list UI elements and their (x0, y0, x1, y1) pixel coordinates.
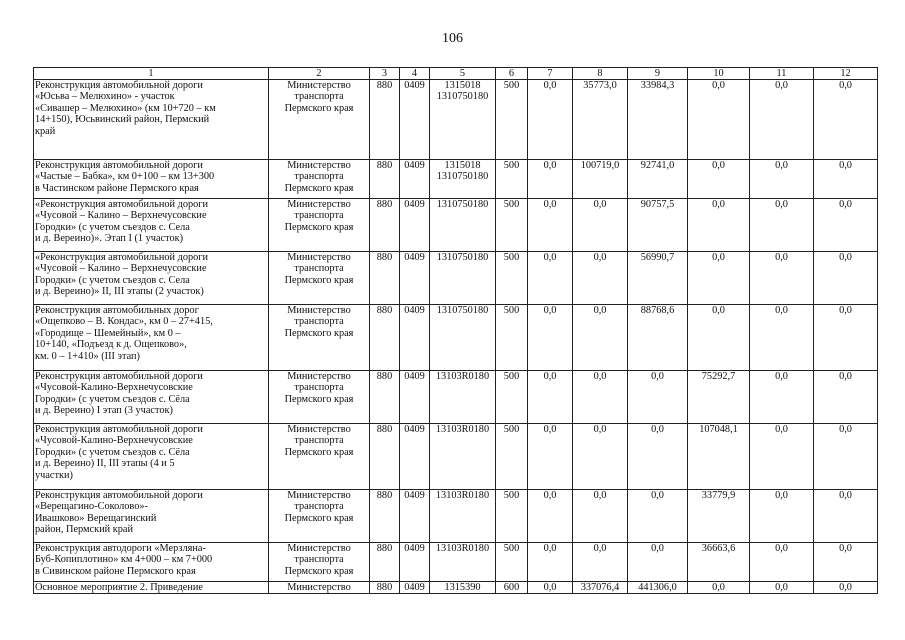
executor: Министерство транспорта Пермского края (269, 160, 370, 199)
measure-name: «Реконструкция автомобильной дороги «Чусовой – Калино – Верхнечусовские Городки» (с учетом съездов с. Села и д. Верeино)». Этап I (1 участок) (34, 199, 269, 252)
expense-type-code: 500 (496, 371, 528, 424)
target-article-code: 13103R0180 (430, 424, 496, 490)
value-col-10: 107048,1 (688, 424, 750, 490)
ministry-code: 880 (370, 371, 400, 424)
page-number: 106 (442, 31, 463, 46)
column-number: 6 (496, 68, 528, 80)
column-number: 11 (750, 68, 814, 80)
budget-table (33, 67, 878, 594)
column-number: 8 (573, 68, 628, 80)
value-col-8: 0,0 (573, 543, 628, 582)
target-article-code: 1315390 (430, 582, 496, 594)
value-col-8: 0,0 (573, 305, 628, 371)
table-row (34, 80, 878, 160)
value-col-10: 0,0 (688, 305, 750, 371)
column-number: 7 (528, 68, 573, 80)
value-col-11: 0,0 (750, 160, 814, 199)
expense-type-code: 500 (496, 160, 528, 199)
value-col-11: 0,0 (750, 424, 814, 490)
value-col-9: 92741,0 (628, 160, 688, 199)
measure-name: Реконструкция автомобильной дороги «Чусовой-Калино-Верхнечусовские Городки» (с учетом съездов с. Сёла и д. Верeино) I этап (3 участок) (34, 371, 269, 424)
value-col-12: 0,0 (814, 543, 878, 582)
table-row (34, 252, 878, 305)
value-col-10: 0,0 (688, 160, 750, 199)
section-code: 0409 (400, 80, 430, 160)
table-row (34, 490, 878, 543)
column-number: 12 (814, 68, 878, 80)
expense-type-code: 500 (496, 199, 528, 252)
ministry-code: 880 (370, 305, 400, 371)
section-code: 0409 (400, 543, 430, 582)
value-col-7: 0,0 (528, 160, 573, 199)
value-col-7: 0,0 (528, 424, 573, 490)
ministry-code: 880 (370, 252, 400, 305)
executor: Министерство транспорта Пермского края (269, 252, 370, 305)
executor: Министерство транспорта Пермского края (269, 305, 370, 371)
expense-type-code: 500 (496, 543, 528, 582)
expense-type-code: 600 (496, 582, 528, 594)
value-col-9: 0,0 (628, 543, 688, 582)
value-col-10: 0,0 (688, 252, 750, 305)
ministry-code: 880 (370, 582, 400, 594)
value-col-8: 0,0 (573, 371, 628, 424)
column-number: 9 (628, 68, 688, 80)
value-col-9: 0,0 (628, 371, 688, 424)
value-col-12: 0,0 (814, 80, 878, 160)
value-col-7: 0,0 (528, 543, 573, 582)
section-code: 0409 (400, 490, 430, 543)
table-row (34, 543, 878, 582)
measure-name: Реконструкция автомобильной дороги «Чусовой-Калино-Верхнечусовские Городки» (с учетом съездов с. Сёла и д. Верeино) II, III этапы (4 и 5 участки) (34, 424, 269, 490)
value-col-8: 100719,0 (573, 160, 628, 199)
executor: Министерство транспорта Пермского края (269, 80, 370, 160)
value-col-11: 0,0 (750, 80, 814, 160)
target-article-code: 1315018 1310750180 (430, 80, 496, 160)
section-code: 0409 (400, 582, 430, 594)
target-article-code: 13103R0180 (430, 543, 496, 582)
value-col-9: 88768,6 (628, 305, 688, 371)
executor: Министерство транспорта Пермского края (269, 371, 370, 424)
target-article-code: 13103R0180 (430, 490, 496, 543)
value-col-9: 56990,7 (628, 252, 688, 305)
value-col-12: 0,0 (814, 199, 878, 252)
value-col-12: 0,0 (814, 160, 878, 199)
target-article-code: 1315018 1310750180 (430, 160, 496, 199)
value-col-12: 0,0 (814, 490, 878, 543)
value-col-7: 0,0 (528, 305, 573, 371)
section-code: 0409 (400, 252, 430, 305)
value-col-7: 0,0 (528, 199, 573, 252)
executor: Министерство транспорта Пермского края (269, 199, 370, 252)
value-col-10: 0,0 (688, 80, 750, 160)
column-number-row (34, 68, 878, 80)
target-article-code: 1310750180 (430, 305, 496, 371)
value-col-11: 0,0 (750, 252, 814, 305)
target-article-code: 1310750180 (430, 199, 496, 252)
expense-type-code: 500 (496, 490, 528, 543)
ministry-code: 880 (370, 490, 400, 543)
section-code: 0409 (400, 160, 430, 199)
measure-name: Реконструкция автомобильных дорог «Ощепково – В. Кондас», км 0 – 27+415, «Городище – Шемейный», км 0 – 10+140, «Подъезд к д. Ощепково», км. 0 – 1+410» (III этап) (34, 305, 269, 371)
expense-type-code: 500 (496, 252, 528, 305)
column-number: 2 (269, 68, 370, 80)
table-row (34, 424, 878, 490)
executor: Министерство транспорта Пермского края (269, 424, 370, 490)
value-col-10: 0,0 (688, 199, 750, 252)
value-col-12: 0,0 (814, 252, 878, 305)
table-row (34, 582, 878, 594)
column-number: 3 (370, 68, 400, 80)
executor: Министерство (269, 582, 370, 594)
value-col-7: 0,0 (528, 252, 573, 305)
value-col-9: 441306,0 (628, 582, 688, 594)
executor: Министерство транспорта Пермского края (269, 490, 370, 543)
value-col-9: 0,0 (628, 490, 688, 543)
value-col-10: 36663,6 (688, 543, 750, 582)
value-col-8: 0,0 (573, 490, 628, 543)
value-col-7: 0,0 (528, 582, 573, 594)
value-col-12: 0,0 (814, 371, 878, 424)
value-col-9: 0,0 (628, 424, 688, 490)
target-article-code: 1310750180 (430, 252, 496, 305)
value-col-11: 0,0 (750, 305, 814, 371)
ministry-code: 880 (370, 160, 400, 199)
value-col-11: 0,0 (750, 371, 814, 424)
measure-name: Реконструкция автомобильной дороги «Частые – Бабка», км 0+100 – км 13+300 в Частинском районе Пермского края (34, 160, 269, 199)
value-col-7: 0,0 (528, 371, 573, 424)
value-col-11: 0,0 (750, 490, 814, 543)
executor: Министерство транспорта Пермского края (269, 543, 370, 582)
expense-type-code: 500 (496, 424, 528, 490)
expense-type-code: 500 (496, 80, 528, 160)
target-article-code: 13103R0180 (430, 371, 496, 424)
value-col-10: 75292,7 (688, 371, 750, 424)
expense-type-code: 500 (496, 305, 528, 371)
value-col-8: 0,0 (573, 252, 628, 305)
ministry-code: 880 (370, 199, 400, 252)
table-row (34, 160, 878, 199)
section-code: 0409 (400, 199, 430, 252)
measure-name: Реконструкция автомобильной дороги «Верещагино-Соколово»- Ивашково» Верещагинский район, Пермский край (34, 490, 269, 543)
column-number: 10 (688, 68, 750, 80)
value-col-10: 33779,9 (688, 490, 750, 543)
value-col-12: 0,0 (814, 305, 878, 371)
value-col-8: 35773,0 (573, 80, 628, 160)
column-number: 1 (34, 68, 269, 80)
value-col-7: 0,0 (528, 490, 573, 543)
column-number: 4 (400, 68, 430, 80)
ministry-code: 880 (370, 543, 400, 582)
ministry-code: 880 (370, 80, 400, 160)
table-row (34, 371, 878, 424)
section-code: 0409 (400, 424, 430, 490)
value-col-9: 90757,5 (628, 199, 688, 252)
value-col-12: 0,0 (814, 424, 878, 490)
ministry-code: 880 (370, 424, 400, 490)
value-col-8: 337076,4 (573, 582, 628, 594)
value-col-11: 0,0 (750, 199, 814, 252)
column-number: 5 (430, 68, 496, 80)
value-col-12: 0,0 (814, 582, 878, 594)
value-col-8: 0,0 (573, 424, 628, 490)
value-col-9: 33984,3 (628, 80, 688, 160)
measure-name: Реконструкция автодороги «Мерзляна- Буб-Копиплотино» км 4+000 – км 7+000 в Сивинском районе Пермского края (34, 543, 269, 582)
value-col-10: 0,0 (688, 582, 750, 594)
measure-name: «Реконструкция автомобильной дороги «Чусовой – Калино – Верхнечусовские Городки» (с учетом съездов с. Села и д. Верeино)» II, III этапы (2 участок) (34, 252, 269, 305)
table-row (34, 305, 878, 371)
value-col-8: 0,0 (573, 199, 628, 252)
section-code: 0409 (400, 371, 430, 424)
value-col-11: 0,0 (750, 582, 814, 594)
value-col-11: 0,0 (750, 543, 814, 582)
measure-name: Основное мероприятие 2. Приведение (34, 582, 269, 594)
value-col-7: 0,0 (528, 80, 573, 160)
section-code: 0409 (400, 305, 430, 371)
table-row (34, 199, 878, 252)
measure-name: Реконструкция автомобильной дороги «Юсьва – Мелюхино» - участок «Сивашер – Мелюхино» (км 10+720 – км 14+150), Юсьвинский район, Пермский край (34, 80, 269, 160)
